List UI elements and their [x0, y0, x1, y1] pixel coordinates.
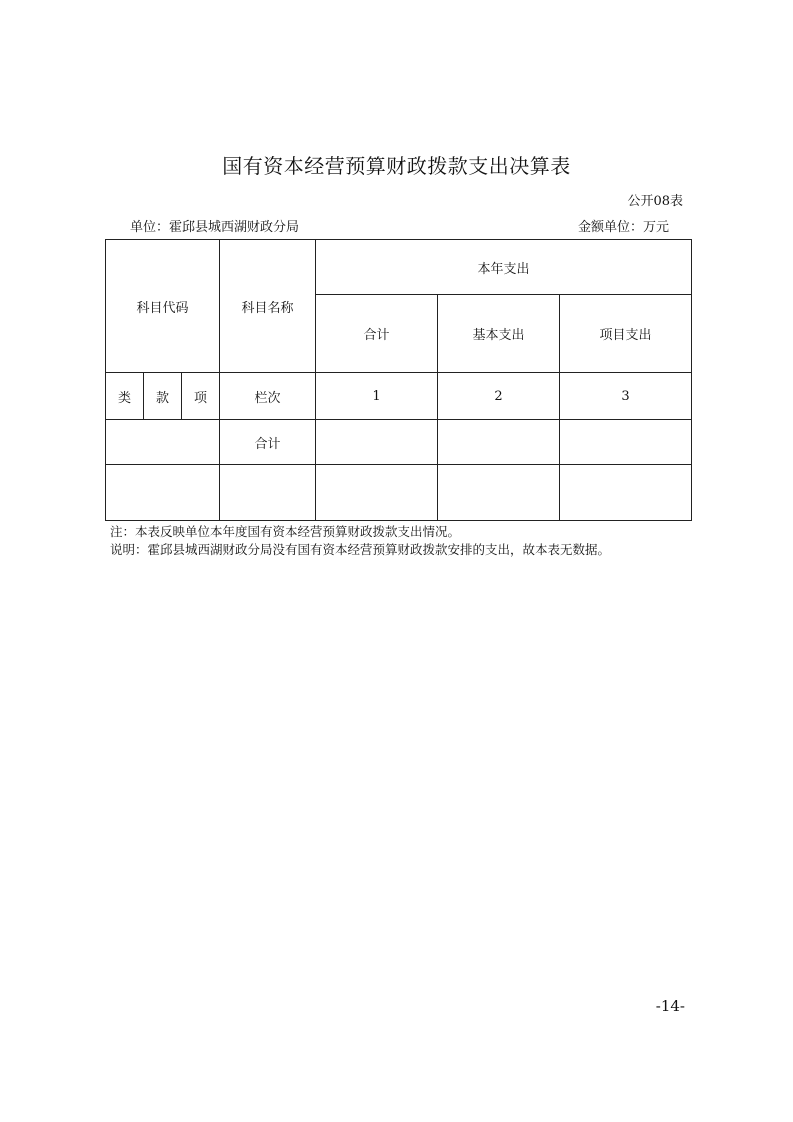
index-col-3: 3 [560, 373, 692, 420]
notes [110, 523, 610, 559]
empty-basic-cell [438, 465, 560, 521]
amount-unit-label: 金额单位：万元 [577, 220, 669, 235]
header-subject-name: 科目名称 [220, 240, 316, 373]
total-row-total [316, 420, 438, 465]
index-xiang: 项 [182, 373, 220, 420]
index-col-2: 2 [438, 373, 560, 420]
table-row [106, 465, 692, 521]
header-subject-code: 科目代码 [106, 240, 220, 373]
note-2: 说明：霍邱县城西湖财政分局没有国有资本经营预算财政拨款安排的支出，故本表无数据。 [110, 542, 611, 557]
total-row-label: 合计 [220, 420, 316, 465]
header-project-expense: 项目支出 [560, 295, 692, 373]
index-lanci: 栏次 [220, 373, 316, 420]
empty-total-cell [316, 465, 438, 521]
index-lei: 类 [106, 373, 144, 420]
note-1: 注：本表反映单位本年度国有资本经营预算财政拨款支出情况。 [110, 524, 461, 539]
empty-name-cell [220, 465, 316, 521]
form-number: 公开08表 [627, 194, 683, 209]
page-title: 国有资本经营预算财政拨款支出决算表 [222, 154, 571, 178]
index-col-1: 1 [316, 373, 438, 420]
header-basic-expense: 基本支出 [438, 295, 560, 373]
total-row-basic [438, 420, 560, 465]
header-current-year-expense: 本年支出 [316, 240, 692, 295]
unit-label: 单位：霍邱县城西湖财政分局 [130, 220, 300, 235]
total-row [106, 420, 692, 465]
index-kuan: 款 [144, 373, 182, 420]
expense-table [105, 239, 692, 521]
index-row [106, 373, 692, 420]
total-row-code-cell [106, 420, 220, 465]
total-row-project [560, 420, 692, 465]
empty-code-cell [106, 465, 220, 521]
empty-project-cell [560, 465, 692, 521]
page-number: -14- [655, 997, 685, 1015]
header-total: 合计 [316, 295, 438, 373]
